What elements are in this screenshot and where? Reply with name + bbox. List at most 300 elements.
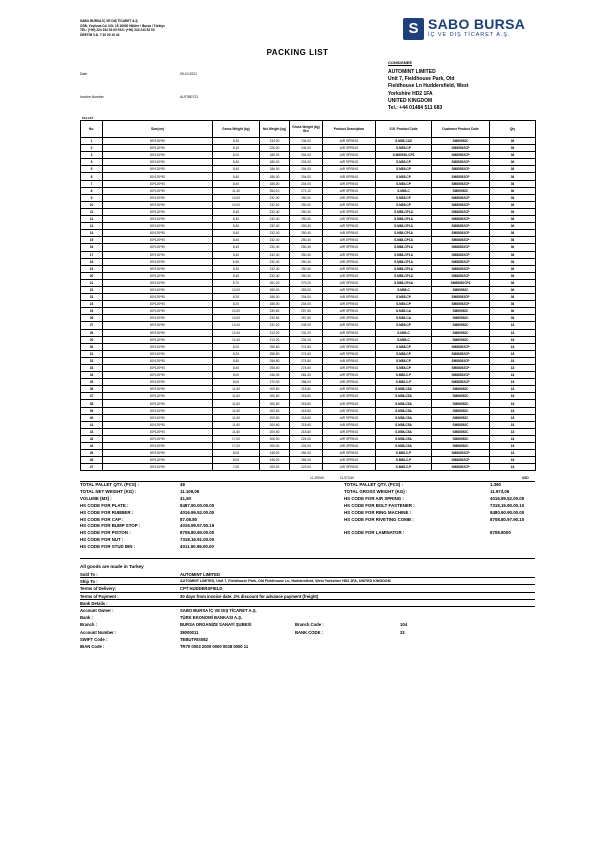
cell-qty: 36 (490, 152, 536, 159)
table-row (81, 322, 536, 329)
header-qty: Qty (490, 121, 536, 138)
summary-value: 8708.8000 (490, 530, 511, 536)
bank-code-value: 32 (400, 629, 405, 635)
cell-qty: 36 (490, 201, 536, 208)
total-net: 11.299,60 (310, 476, 324, 480)
cell-size: 80*120*90 (103, 435, 213, 442)
table-row (81, 435, 536, 442)
cell-qty: 36 (490, 244, 536, 251)
header-size: Size(cm) (103, 121, 213, 138)
cell-customer-code: SM85052C (432, 322, 490, 329)
cell-customer-code: SM88052CP (432, 265, 490, 272)
cell-sb-code: S.M88-CP1A (376, 230, 432, 237)
cell-size: 80*120*90 (103, 428, 213, 435)
cell-net: 231,20 (260, 322, 290, 329)
cell-gross-bru: 204,00 (290, 294, 323, 301)
cell-gross: 10,00 (213, 201, 260, 208)
table-row (81, 464, 536, 471)
cell-net: 256,60 (260, 350, 290, 357)
cell-gross-bru: 264,00 (290, 457, 323, 464)
cell-size: 80*120*90 (103, 286, 213, 293)
cell-customer-code: SM88052CP (432, 216, 490, 223)
cell-net: 200,60 (260, 386, 290, 393)
account-value: 38000011 (180, 629, 199, 635)
cell-size: 80*120*90 (103, 414, 213, 421)
cell-description: AIR SPRING (323, 237, 376, 244)
cell-gross: 7,00 (213, 464, 260, 471)
cell-gross-bru: 250,40 (290, 258, 323, 265)
branch-value: BURSA ORGANİZE SANAYİ ŞUBESİ (180, 622, 252, 628)
cell-description: AIR SPRING (323, 443, 376, 450)
cell-gross-bru: 249,20 (290, 322, 323, 329)
summary-value: 8708.80.90.00.00 (180, 530, 215, 536)
cell-size: 80*120*90 (103, 237, 213, 244)
cell-description: AIR SPRING (323, 216, 376, 223)
cell-qty: 36 (490, 216, 536, 223)
cell-description: AIR SPRING (323, 138, 376, 145)
summary-label: HS CODE FOR BOLT FASTENER : (344, 502, 415, 508)
cell-description: AIR SPRING (323, 159, 376, 166)
cell-sb-code: S.M88-CP1A (376, 223, 432, 230)
cell-size: 80*120*90 (103, 138, 213, 145)
cell-no: 33 (81, 365, 103, 372)
cell-qty: 18 (490, 329, 536, 336)
cell-qty: 36 (490, 223, 536, 230)
cell-size: 80*120*90 (103, 223, 213, 230)
cell-net: 186,00 (260, 152, 290, 159)
cell-gross-bru: 231,20 (290, 336, 323, 343)
cell-sb-code: S.M88-C5A (376, 386, 432, 393)
cell-gross-bru: 264,00 (290, 450, 323, 457)
iban-value: TR70 0003 2000 0000 0038 0000 11 (180, 644, 249, 649)
cell-gross: 8,70 (213, 279, 260, 286)
swift-label: SWIFT Code : (80, 636, 108, 642)
cell-no: 12 (81, 216, 103, 223)
cell-qty: 18 (490, 365, 536, 372)
cell-gross-bru: 274,80 (290, 357, 323, 364)
cell-no: 40 (81, 414, 103, 421)
cell-customer-code: SM85052C (432, 329, 490, 336)
cell-gross: 11,60 (213, 421, 260, 428)
cell-customer-code: SM88052CP (432, 237, 490, 244)
logo-mark-icon: S (403, 18, 424, 40)
summary-label: TOTAL NET WEIGHT (KG) : (80, 488, 137, 494)
cell-gross-bru: 218,60 (290, 393, 323, 400)
cell-qty: 18 (490, 443, 536, 450)
cell-gross-bru: 250,40 (290, 265, 323, 272)
cell-gross-bru: 218,60 (290, 386, 323, 393)
cell-net: 205,00 (260, 464, 290, 471)
table-row (81, 428, 536, 435)
cell-gross-bru: 274,60 (290, 343, 323, 350)
cell-customer-code: SM88052C (432, 407, 490, 414)
cell-gross: 8,20 (213, 350, 260, 357)
cell-customer-code: SM85052CP (432, 145, 490, 152)
cell-gross-bru: 250,40 (290, 251, 323, 258)
cell-sb-code: S.M88-CP1A (376, 272, 432, 279)
cell-no: 17 (81, 251, 103, 258)
header-gross-weight: Gross Weight (kg) (213, 121, 260, 138)
table-row (81, 138, 536, 145)
summary-label: HS CODE FOR RUBBER : (80, 509, 134, 515)
cell-gross-bru: 250,40 (290, 208, 323, 215)
cell-qty: 18 (490, 372, 536, 379)
cell-size: 80*120*90 (103, 308, 213, 315)
cell-customer-code: SM85052CP (432, 180, 490, 187)
cell-qty: 36 (490, 138, 536, 145)
cell-qty: 18 (490, 457, 536, 464)
cell-customer-code: SM88052CP (432, 272, 490, 279)
cell-no: 4 (81, 159, 103, 166)
cell-sb-code: S.M85-CP (376, 294, 432, 301)
cell-no: 2 (81, 145, 103, 152)
cell-gross: 8,40 (213, 230, 260, 237)
summary-value: 7318.15.90.00.10 (490, 502, 525, 508)
pallet-label: PALLET (82, 116, 94, 120)
cell-sb-code: S.M88-CP1A (376, 237, 432, 244)
cell-gross: 8,20 (213, 152, 260, 159)
cell-gross: 10,00 (213, 194, 260, 201)
cell-qty: 18 (490, 450, 536, 457)
ship-row-sold-to (80, 571, 535, 578)
cell-qty: 36 (490, 180, 536, 187)
cell-size: 80*120*90 (103, 251, 213, 258)
account-label: Account Number : (80, 629, 117, 635)
packing-table (80, 120, 536, 471)
cell-no: 28 (81, 329, 103, 336)
table-row (81, 265, 536, 272)
cell-gross-bru: 204,00 (290, 180, 323, 187)
table-row (81, 208, 536, 215)
bank-label: Bank : (80, 615, 93, 621)
cell-size: 80*120*90 (103, 315, 213, 322)
company-street: OSB, Yeşilova Cd. NO: 15 16000 Nilüfer / Bursa / Türkiye (80, 23, 165, 28)
cell-gross: 12,00 (213, 286, 260, 293)
cell-sb-code: S.M85-C (376, 336, 432, 343)
table-row (81, 272, 536, 279)
cell-size: 80*120*90 (103, 421, 213, 428)
cell-customer-code: SM85052CP (432, 194, 490, 201)
cell-sb-code: S.M88-C5A (376, 421, 432, 428)
cell-no: 22 (81, 286, 103, 293)
cell-description: AIR SPRING (323, 400, 376, 407)
cell-gross: 8,10 (213, 145, 260, 152)
origin-heading: All goods are made in Turkey (80, 564, 144, 569)
cell-customer-code: SM85052CP (432, 152, 490, 159)
total-gross: 11.973,60 (340, 476, 354, 480)
cell-no: 39 (81, 407, 103, 414)
cell-sb-code: S.M88-C5A (376, 414, 432, 421)
cell-description: AIR SPRING (323, 421, 376, 428)
cell-size: 80*120*90 (103, 216, 213, 223)
header-no: No. (81, 121, 103, 138)
cell-customer-code: SM85052C (432, 286, 490, 293)
cell-net: 239,60 (260, 308, 290, 315)
page-title: PACKING LIST (266, 48, 329, 57)
cell-customer-code: SM88052CP4 (432, 279, 490, 286)
cell-description: AIR SPRING (323, 294, 376, 301)
cell-customer-code: SM88052C (432, 435, 490, 442)
consignee-line: Yorkshire HD2 1FA (388, 90, 433, 97)
summary-label: HS CODE FOR AIR SPRING : (344, 495, 404, 501)
cell-size: 80*120*90 (103, 357, 213, 364)
summary-value: 41,50 (180, 495, 191, 501)
cell-no: 27 (81, 322, 103, 329)
ship-row-ship-to (80, 578, 535, 585)
cell-qty: 18 (490, 407, 536, 414)
cell-qty: 36 (490, 272, 536, 279)
cell-customer-code: SM88052CP (432, 251, 490, 258)
cell-net: 232,40 (260, 230, 290, 237)
cell-no: 38 (81, 400, 103, 407)
cell-size: 80*120*90 (103, 400, 213, 407)
cell-sb-code: S.M85-CA5 (376, 138, 432, 145)
cell-gross-bru: 204,00 (290, 152, 323, 159)
summary-value: 4016.99.52.00.00 (490, 495, 525, 501)
cell-gross: 11,60 (213, 400, 260, 407)
bank-code-label: BANK CODE : (295, 629, 323, 635)
cell-net: 186,00 (260, 159, 290, 166)
table-row (81, 365, 536, 372)
cell-net: 232,40 (260, 216, 290, 223)
cell-qty: 36 (490, 279, 536, 286)
cell-description: AIR SPRING (323, 180, 376, 187)
cell-description: AIR SPRING (323, 279, 376, 286)
cell-customer-code: SM85052CP (432, 159, 490, 166)
cell-description: AIR SPRING (323, 308, 376, 315)
cell-description: AIR SPRING (323, 315, 376, 322)
summary-label: TOTAL PALLET QTY. (PCS) : (80, 482, 139, 487)
cell-no: 21 (81, 279, 103, 286)
cell-size: 80*120*90 (103, 336, 213, 343)
header-gross-weight-bru: Gross Weight (kg) Bru (290, 121, 323, 138)
cell-description: AIR SPRING (323, 272, 376, 279)
cell-gross: 11,60 (213, 428, 260, 435)
cell-gross-bru: 244,00 (290, 145, 323, 152)
cell-gross: 8,00 (213, 379, 260, 386)
cell-customer-code: SM88052CP (432, 258, 490, 265)
cell-description: AIR SPRING (323, 251, 376, 258)
cell-no: 36 (81, 386, 103, 393)
cell-net: 186,00 (260, 180, 290, 187)
cell-gross: 11,60 (213, 407, 260, 414)
table-row (81, 393, 536, 400)
cell-description: AIR SPRING (323, 208, 376, 215)
cell-no: 13 (81, 223, 103, 230)
cell-no: 31 (81, 350, 103, 357)
cell-gross: 8,00 (213, 372, 260, 379)
table-row (81, 350, 536, 357)
cell-gross: 8,40 (213, 272, 260, 279)
cell-size: 80*120*90 (103, 244, 213, 251)
cell-customer-code: SM88052CP (432, 464, 490, 471)
cell-qty: 18 (490, 322, 536, 329)
date-label: Date (80, 72, 88, 76)
cell-no: 1 (81, 138, 103, 145)
cell-sb-code: S.M88-CP (376, 357, 432, 364)
cell-no: 19 (81, 265, 103, 272)
summary-value: 8708.80.97.90.10 (490, 516, 525, 522)
cell-no: 10 (81, 201, 103, 208)
summary-label: HS CODE FOR RIVETING COMB : (344, 516, 414, 522)
cell-sb-code: S.M88-C.P (376, 372, 432, 379)
cell-size: 80*120*90 (103, 350, 213, 357)
cell-size: 80*120*90 (103, 201, 213, 208)
cell-customer-code: SM88052CP (432, 450, 490, 457)
table-row (81, 379, 536, 386)
cell-customer-code: SM88052C (432, 428, 490, 435)
cell-gross-bru: 250,40 (290, 230, 323, 237)
cell-description: AIR SPRING (323, 386, 376, 393)
cell-size: 80*120*90 (103, 457, 213, 464)
summary-value: 7318.16.91.00.00 (180, 537, 215, 543)
table-row (81, 180, 536, 187)
cell-gross-bru: 224,00 (290, 443, 323, 450)
cell-gross-bru: 250,40 (290, 237, 323, 244)
cell-no: 46 (81, 457, 103, 464)
cell-qty: 18 (490, 464, 536, 471)
cell-gross-bru: 250,40 (290, 216, 323, 223)
cell-qty: 36 (490, 265, 536, 272)
cell-net: 256,60 (260, 365, 290, 372)
cell-net: 200,60 (260, 393, 290, 400)
consignee-line: AUTOMINT LIMITED (388, 69, 436, 75)
cell-gross-bru: 204,00 (290, 173, 323, 180)
table-row (81, 336, 536, 343)
cell-qty: 36 (490, 173, 536, 180)
cell-customer-code: SM88052CP (432, 457, 490, 464)
date-value: 05.10.2021 (180, 72, 197, 76)
summary-label: TOTAL GROSS WEIGHT (KG) : (344, 488, 408, 494)
cell-sb-code: S.M88-C.P (376, 464, 432, 471)
ship-key: Sold To : (80, 572, 98, 577)
cell-sb-code: S.M88-C5A (376, 400, 432, 407)
cell-net: 200,60 (260, 428, 290, 435)
table-row (81, 457, 536, 464)
cell-description: AIR SPRING (323, 244, 376, 251)
cell-qty: 36 (490, 315, 536, 322)
cell-no: 47 (81, 464, 103, 471)
cell-no: 41 (81, 421, 103, 428)
consignee-line: Tel.: +44 01484 511 683 (388, 105, 443, 112)
cell-no: 26 (81, 315, 103, 322)
bank-owner-label: Account Owner : (80, 608, 114, 613)
cell-qty: 18 (490, 386, 536, 393)
consignee-heading: CONSIGNEE (388, 60, 413, 65)
cell-qty: 18 (490, 414, 536, 421)
cell-customer-code: SM88052C (432, 386, 490, 393)
cell-gross: 8,40 (213, 173, 260, 180)
cell-description: AIR SPRING (323, 187, 376, 194)
cell-qty: 18 (490, 435, 536, 442)
cell-sb-code: S.M88-C5A (376, 393, 432, 400)
table-row (81, 294, 536, 301)
table-row (81, 386, 536, 393)
company-address (80, 19, 330, 37)
cell-gross: 8,40 (213, 244, 260, 251)
ship-row-bank-details (80, 600, 535, 607)
table-row (81, 145, 536, 152)
cell-no: 25 (81, 308, 103, 315)
cell-sb-code: S.M88-C5A (376, 435, 432, 442)
summary-label: HS CODE FOR CAP : (80, 516, 124, 522)
cell-qty: 18 (490, 343, 536, 350)
cell-net: 186,00 (260, 301, 290, 308)
cell-no: 9 (81, 194, 103, 201)
cell-size: 80*120*90 (103, 393, 213, 400)
cell-gross: 8,40 (213, 258, 260, 265)
cell-qty: 36 (490, 301, 536, 308)
cell-qty: 18 (490, 336, 536, 343)
cell-description: AIR SPRING (323, 407, 376, 414)
company-name: SABO BURSA İÇ VE DIŞ TİCARET A.Ş. (80, 19, 139, 23)
cell-description: AIR SPRING (323, 230, 376, 237)
cell-description: AIR SPRING (323, 322, 376, 329)
cell-gross: 8,40 (213, 138, 260, 145)
table-row (81, 443, 536, 450)
cell-net: 234,00 (260, 138, 290, 145)
cell-size: 80*120*90 (103, 322, 213, 329)
cell-gross-bru: 283,00 (290, 286, 323, 293)
cell-qty: 36 (490, 237, 536, 244)
cell-net: 254,10 (260, 187, 290, 194)
cell-description: AIR SPRING (323, 145, 376, 152)
cell-gross-bru: 234,00 (290, 138, 323, 145)
cell-sb-code: S.M85-C (376, 329, 432, 336)
cell-sb-code: S.M88-CP1A (376, 251, 432, 258)
cell-net: 246,00 (260, 450, 290, 457)
table-row (81, 251, 536, 258)
cell-gross-bru: 224,00 (290, 435, 323, 442)
cell-net: 186,00 (260, 294, 290, 301)
header-net-weight: Net Weight (kg) (260, 121, 290, 138)
cell-sb-code: S.M85-CP (376, 322, 432, 329)
cell-size: 80*120*90 (103, 343, 213, 350)
cell-description: AIR SPRING (323, 450, 376, 457)
cell-customer-code: SM88052CP (432, 379, 490, 386)
cell-description: AIR SPRING (323, 265, 376, 272)
cell-gross-bru: 218,60 (290, 414, 323, 421)
cell-no: 8 (81, 187, 103, 194)
cell-size: 80*120*90 (103, 279, 213, 286)
cell-gross: 8,00 (213, 457, 260, 464)
cell-net: 261,20 (260, 279, 290, 286)
cell-size: 80*120*90 (103, 152, 213, 159)
summary-label: HS CODE FOR PISTON : (80, 530, 131, 536)
cell-gross: 12,40 (213, 336, 260, 343)
cell-sb-code: S.M88-C.P (376, 379, 432, 386)
table-row (81, 258, 536, 265)
cell-description: AIR SPRING (323, 414, 376, 421)
cell-gross: 8,40 (213, 159, 260, 166)
cell-customer-code: SM85052C (432, 336, 490, 343)
cell-qty: 36 (490, 308, 536, 315)
cell-customer-code: SM85052C (432, 315, 490, 322)
branch-code-label: Branch Code : (295, 622, 324, 628)
cell-net: 232,40 (260, 237, 290, 244)
cell-customer-code: SM88052CP (432, 343, 490, 350)
summary-label: HS CODE FOR PLATE : (80, 502, 129, 508)
summary-value: 4011.90.99.00.00 (180, 544, 214, 550)
cell-size: 80*120*90 (103, 450, 213, 457)
cell-customer-code: SM88052CP (432, 230, 490, 237)
table-row (81, 194, 536, 201)
summary-value: 4016.99.52.00.00 (180, 509, 215, 515)
logo-subtitle: İÇ VE DIŞ TİCARET A.Ş. (428, 32, 511, 38)
cell-size: 80*120*90 (103, 187, 213, 194)
cell-no: 29 (81, 336, 103, 343)
summary-label: HS CODE FOR BUMP STOP : (80, 523, 141, 529)
